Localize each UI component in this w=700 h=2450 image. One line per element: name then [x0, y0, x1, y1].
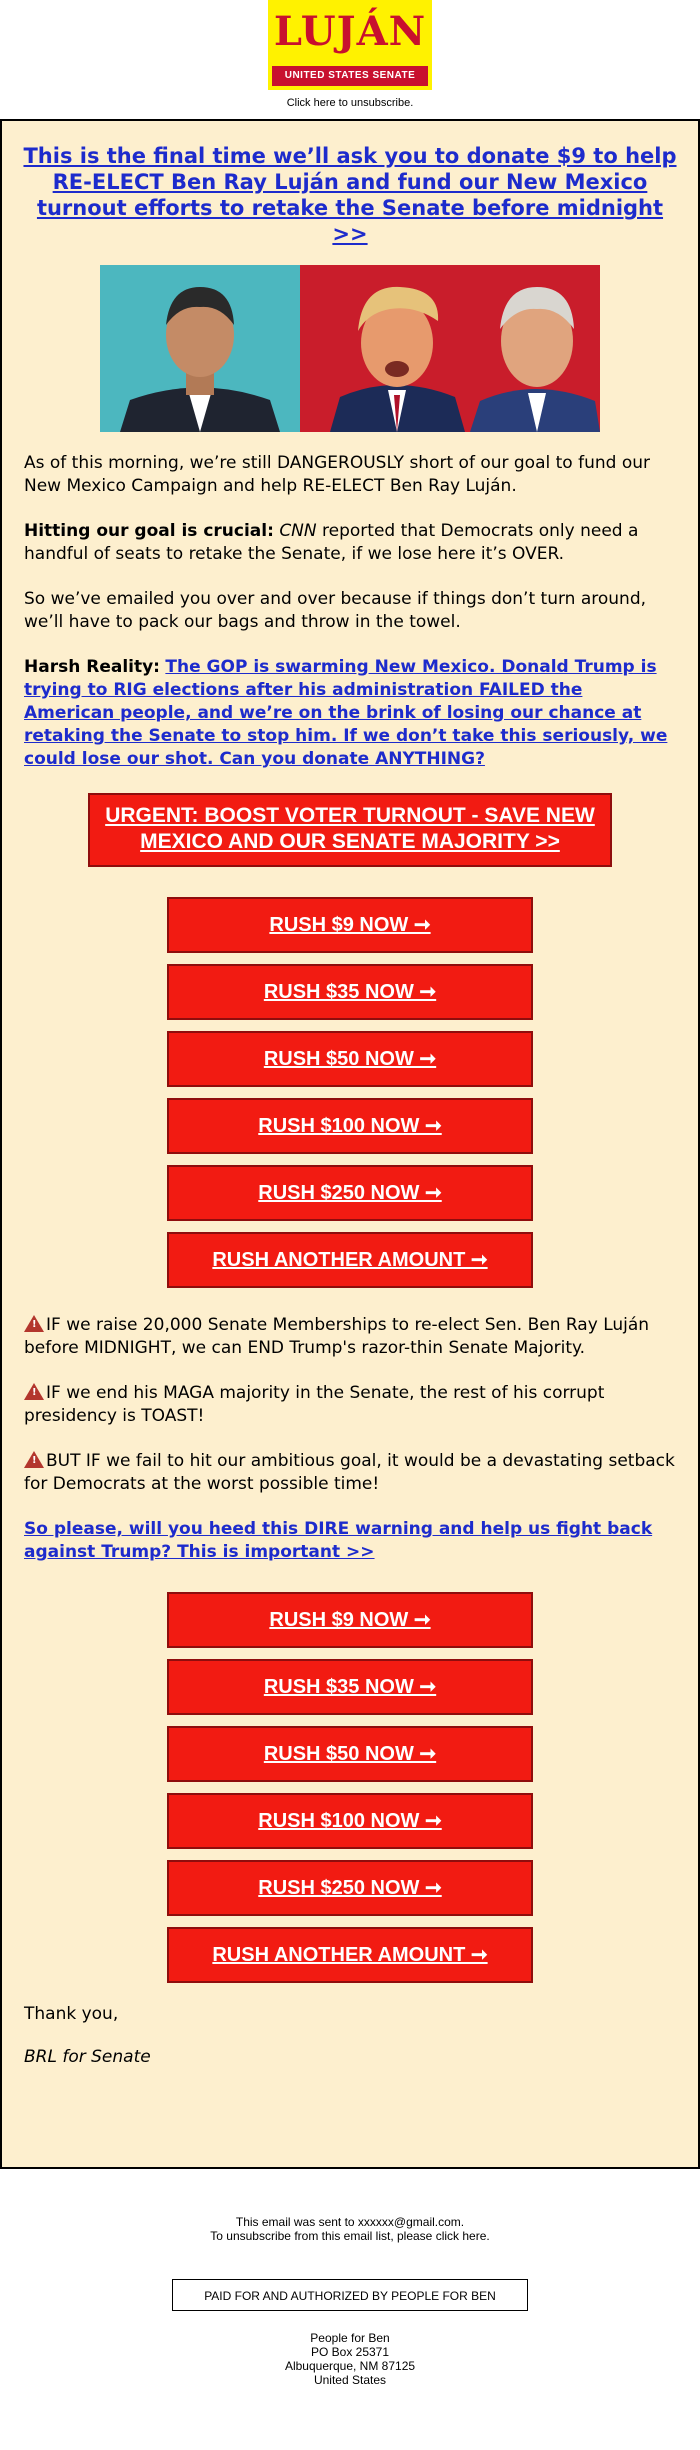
- warning-icon: [24, 1451, 44, 1468]
- hero-image[interactable]: [100, 265, 600, 432]
- warning-text-3: BUT IF we fail to hit our ambitious goal, it would be a devastating setback for Democrats at the worst possible time!: [24, 1451, 675, 1494]
- donate-100-button[interactable]: RUSH $100 NOW ➞: [167, 1098, 533, 1154]
- paragraph-emailed: So we’ve emailed you over and over because if things don’t turn around, we’ll have to pack our bags and throw in the towel.: [24, 589, 647, 632]
- donate-50-button[interactable]: RUSH $50 NOW ➞: [167, 1031, 533, 1087]
- address-line: PO Box 25371: [310, 2345, 390, 2359]
- thanks-line: Thank you,: [24, 2004, 119, 2024]
- donate-buttons-group-1: [2, 897, 698, 1288]
- plea-paragraph: [24, 1518, 676, 1564]
- lujan-logo: [268, 0, 432, 90]
- donate-100-button[interactable]: RUSH $100 NOW ➞: [167, 1793, 533, 1849]
- warning-icon: [24, 1315, 44, 1332]
- donate-9-button[interactable]: RUSH $9 NOW ➞: [167, 1592, 533, 1648]
- unsubscribe-link-bottom[interactable]: To unsubscribe from this email list, please click here.: [210, 2229, 490, 2243]
- plea-link[interactable]: So please, will you heed this DIRE warning and help us fight back against Trump? This is important >>: [24, 1519, 653, 1562]
- signature-text: BRL for Senate: [24, 2047, 151, 2067]
- donate-buttons-group-2: [2, 1592, 698, 1983]
- warning-item: [24, 1382, 676, 1428]
- donate-35-button[interactable]: RUSH $35 NOW ➞: [167, 1659, 533, 1715]
- paid-for-disclaimer: PAID FOR AND AUTHORIZED BY PEOPLE FOR BEN: [172, 2279, 528, 2311]
- address-line: People for Ben: [310, 2331, 390, 2345]
- donate-250-button[interactable]: RUSH $250 NOW ➞: [167, 1860, 533, 1916]
- donate-250-button[interactable]: RUSH $250 NOW ➞: [167, 1165, 533, 1221]
- warning-icon: [24, 1383, 44, 1400]
- donate-other-amount-button[interactable]: RUSH ANOTHER AMOUNT ➞: [167, 1927, 533, 1983]
- donate-other-amount-button[interactable]: RUSH ANOTHER AMOUNT ➞: [167, 1232, 533, 1288]
- warning-copy: [24, 1314, 676, 1564]
- email-body-panel: [0, 119, 700, 2169]
- paragraph-goal: [24, 520, 676, 566]
- address-line: Albuquerque, NM 87125: [284, 2359, 416, 2373]
- warning-item: [24, 1314, 676, 1360]
- donate-50-button[interactable]: RUSH $50 NOW ➞: [167, 1726, 533, 1782]
- warning-item: [24, 1450, 676, 1496]
- harsh-reality-lead: Harsh Reality:: [24, 657, 160, 677]
- donate-9-button[interactable]: RUSH $9 NOW ➞: [167, 897, 533, 953]
- cnn-citation: CNN: [279, 521, 317, 541]
- harsh-reality-link[interactable]: The GOP is swarming New Mexico. Donald Trump is trying to RIG elections after his administration FAILED the American people, and we’re on the brink of losing our chance at retaking the Senate to stop him. If we don’t take this seriously, we could lose our shot. Can you donate ANYTHING?: [24, 657, 668, 769]
- logo-wordmark: LUJÁN: [273, 8, 427, 55]
- email-footer: [0, 2215, 700, 2387]
- paragraph-shortfall: As of this morning, we’re still DANGEROUSLY short of our goal to fund our New Mexico Campaign and help RE-ELECT Ben Ray Luján.: [24, 453, 650, 496]
- sent-to-line: This email was sent to xxxxxx@gmail.com.: [235, 2215, 465, 2229]
- donate-35-button[interactable]: RUSH $35 NOW ➞: [167, 964, 533, 1020]
- headline-link[interactable]: This is the final time we’ll ask you to donate $9 to help RE-ELECT Ben Ray Luján and fund our New Mexico turnout efforts to retake the Senate before midnight >>: [23, 144, 677, 246]
- body-copy: [24, 452, 676, 771]
- logo-subtitle: UNITED STATES SENATE: [272, 66, 428, 86]
- headline: [20, 143, 680, 247]
- address-line: United States: [313, 2373, 387, 2387]
- signoff: [24, 2003, 676, 2069]
- warning-text-2: IF we end his MAGA majority in the Senate, the rest of his corrupt presidency is TOAST!: [24, 1383, 605, 1426]
- email-header: [0, 0, 700, 110]
- urgent-donate-button[interactable]: URGENT: BOOST VOTER TURNOUT - SAVE NEW MEXICO AND OUR SENATE MAJORITY >>: [88, 793, 612, 867]
- warning-text-1: IF we raise 20,000 Senate Memberships to re-elect Sen. Ben Ray Luján before MIDNIGHT, we can END Trump's razor-thin Senate Majority.: [24, 1315, 650, 1358]
- signature: [24, 2046, 676, 2069]
- paragraph-harsh-reality: [24, 656, 676, 771]
- goal-lead: Hitting our goal is crucial:: [24, 521, 274, 541]
- unsubscribe-link-top[interactable]: Click here to unsubscribe.: [286, 97, 414, 109]
- mailing-address: [0, 2331, 700, 2387]
- goal-text: reported that Democrats only need a handful of seats to retake the Senate, if we lose here it’s OVER.: [24, 521, 639, 564]
